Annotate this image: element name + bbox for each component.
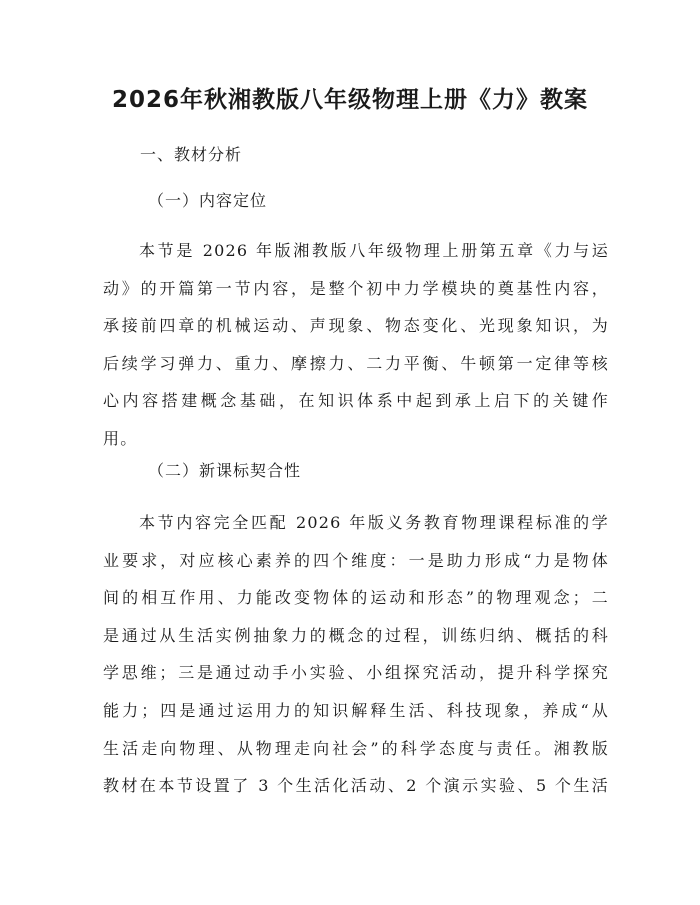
paragraph-line: 后续学习弹力、重力、摩擦力、二力平衡、牛顿第一定律等核 — [103, 353, 609, 373]
paragraph-line: 间的相互作用、力能改变物体的运动和形态”的物理观念；二 — [103, 588, 609, 608]
paragraph-line: 学思维；三是通过动手小实验、小组探究活动，提升科学探究 — [103, 663, 609, 683]
paragraph-line: 用。 — [103, 428, 138, 448]
paragraph-line: 能力；四是通过运用力的知识解释生活、科技现象，养成“从 — [103, 700, 609, 720]
paragraph-line: 动》的开篇第一节内容，是整个初中力学模块的奠基性内容， — [103, 278, 609, 298]
paragraph-line: 生活走向物理、从物理走向社会”的科学态度与责任。湘教版 — [103, 738, 609, 758]
section-heading-textbook-analysis: 一、教材分析 — [140, 145, 243, 164]
paragraph-line: 承接前四章的机械运动、声现象、物态变化、光现象知识，为 — [103, 316, 609, 336]
paragraph-line: 是通过从生活实例抽象力的概念的过程，训练归纳、概括的科 — [103, 625, 609, 645]
paragraph-line: 心内容搭建概念基础，在知识体系中起到承上启下的关键作 — [103, 391, 609, 411]
subsection-heading-curriculum-fit: （二）新课标契合性 — [148, 461, 302, 480]
paragraph-line: 业要求，对应核心素养的四个维度：一是助力形成“力是物体 — [103, 550, 609, 570]
paragraph-curriculum-fit — [103, 504, 609, 805]
paragraph-line: 教材在本节设置了 3 个生活化活动、2 个演示实验、5 个生活 — [103, 776, 609, 796]
paragraph-line: 本节内容完全匹配 2026 年版义务教育物理课程标准的学 — [139, 513, 609, 532]
paragraph-content-positioning — [103, 232, 609, 458]
paragraph-line: 本节是 2026 年版湘教版八年级物理上册第五章《力与运 — [139, 241, 609, 260]
document-title: 2026年秋湘教版八年级物理上册《力》教案 — [111, 87, 588, 113]
subsection-heading-content-positioning: （一）内容定位 — [148, 191, 268, 210]
